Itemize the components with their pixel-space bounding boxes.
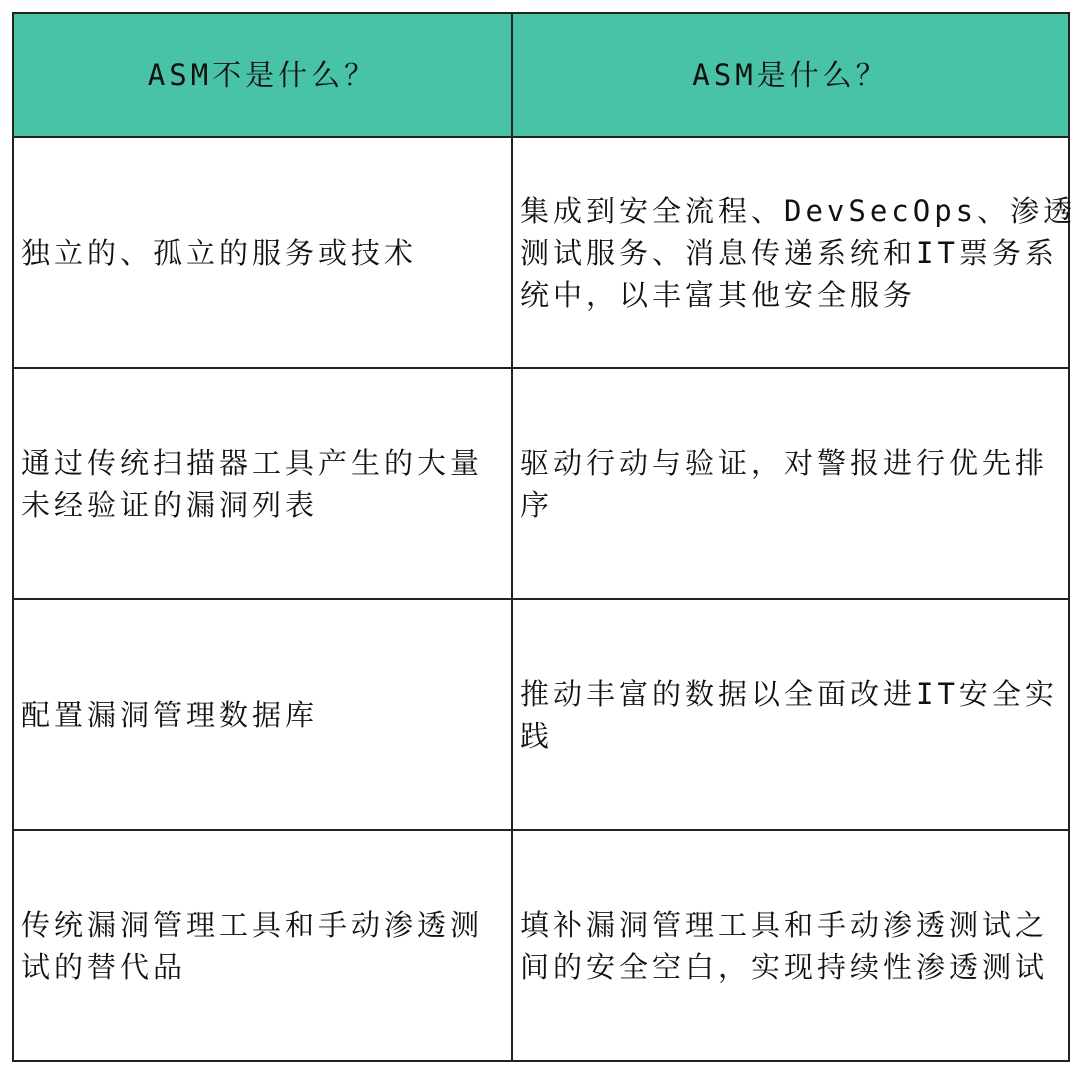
cell-text-line: 独立的、孤立的服务或技术 — [21, 235, 418, 270]
cell-asm-is — [512, 830, 1069, 1061]
cell-text-line: 试的替代品 — [21, 949, 187, 984]
cell-text-line: 推动丰富的数据以全面改进IT安全实 — [520, 676, 1058, 711]
cell-text-line: 间的安全空白，实现持续性渗透测试 — [520, 949, 1049, 984]
header-asm-is-not: ASM不是什么？ — [13, 13, 512, 137]
table-row — [13, 830, 1069, 1061]
asm-comparison-table — [12, 12, 1077, 1062]
cell-text-line: 填补漏洞管理工具和手动渗透测试之 — [520, 907, 1049, 942]
cell-text-line: 传统漏洞管理工具和手动渗透测 — [21, 907, 484, 942]
table-row — [13, 368, 1069, 599]
cell-asm-is-not — [13, 137, 512, 368]
cell-text-line: 践 — [520, 718, 554, 753]
cell-text-line: 序 — [520, 487, 554, 522]
table-row — [13, 599, 1069, 830]
cell-text-line: 驱动行动与验证，对警报进行优先排 — [520, 445, 1049, 480]
cell-text-line: 通过传统扫描器工具产生的大量 — [21, 445, 484, 480]
cell-text-line: 未经验证的漏洞列表 — [21, 487, 319, 522]
cell-asm-is — [512, 137, 1077, 368]
cell-asm-is — [512, 368, 1069, 599]
cell-text-line: 集成到安全流程、DevSecOps、渗透 — [520, 193, 1077, 228]
table-row — [13, 137, 1069, 368]
cell-text-line: 配置漏洞管理数据库 — [21, 697, 319, 732]
cell-asm-is — [512, 599, 1069, 830]
cell-asm-is-not — [13, 368, 512, 599]
cell-asm-is-not — [13, 599, 512, 830]
header-asm-is: ASM是什么？ — [512, 13, 1069, 137]
header-row — [13, 13, 1069, 137]
cell-text-line: 测试服务、消息传递系统和IT票务系 — [520, 235, 1058, 270]
cell-text-line: 统中，以丰富其他安全服务 — [520, 277, 917, 312]
cell-asm-is-not — [13, 830, 512, 1061]
